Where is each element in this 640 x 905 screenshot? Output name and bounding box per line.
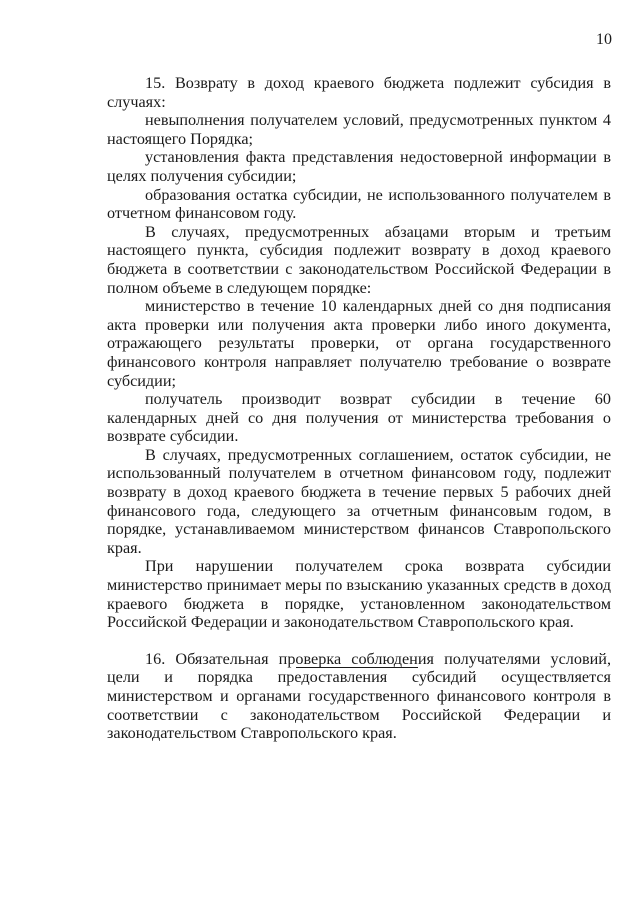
paragraph-case-remainder: образования остатка субсидии, не использованного получателем в отчетном финансовом году.: [107, 185, 611, 223]
paragraph-16-inspection: 16. Обязательная проверка соблюдения получателями условий, цели и порядка предоставления субсидий осуществляется министерством и органами государственного финансового контроля в соответствии с законодательством Российской Федерации и законодательством Ставропольского края.: [107, 649, 611, 743]
paragraph-agreement-remainder: В случаях, предусмотренных соглашением, остаток субсидии, не использованный получателем в отчетном финансовом году, подлежит возврату в доход краевого бюджета в течение первых 5 рабочих дней финансового года, следующего за отчетным финансовым годом, в порядке, устанавливаемом министерством финансов Ставропольского края.: [107, 445, 611, 557]
paragraph-violation-measures: При нарушении получателем срока возврата субсидии министерство принимает меры по взысканию указанных средств в доход краевого бюджета в порядке, установленном законодательством Российской Федерации и законодательством Ставропольского края.: [107, 557, 611, 632]
paragraph-15-intro: 15. Возврату в доход краевого бюджета подлежит субсидия в случаях:: [107, 74, 611, 111]
paragraph-return-procedure: В случаях, предусмотренных абзацами вторым и третьим настоящего пункта, субсидия подлежит возврату в доход краевого бюджета в соответствии с законодательством Российской Федерации в полном объеме в следующем порядке:: [107, 222, 611, 297]
document-body: [107, 74, 611, 743]
paragraph-case-false-info: установления факта представления недостоверной информации в целях получения субсидии;: [107, 148, 611, 185]
paragraph-case-nonfulfillment: невыполнения получателем условий, предусмотренных пунктом 4 настоящего Порядка;: [107, 111, 611, 148]
paragraph-recipient-return: получатель производит возврат субсидии в течение 60 календарных дней со дня получения от министерства требования о возврате субсидии.: [107, 390, 611, 446]
end-separator-line: [296, 667, 418, 668]
paragraph-ministry-demand: министерство в течение 10 календарных дней со дня подписания акта проверки или получения акта проверки либо иного документа, отражающего результаты проверки, от органа государственного финансового контроля направляет получателю требование о возврате субсидии;: [107, 297, 611, 390]
page-number: 10: [596, 31, 612, 48]
